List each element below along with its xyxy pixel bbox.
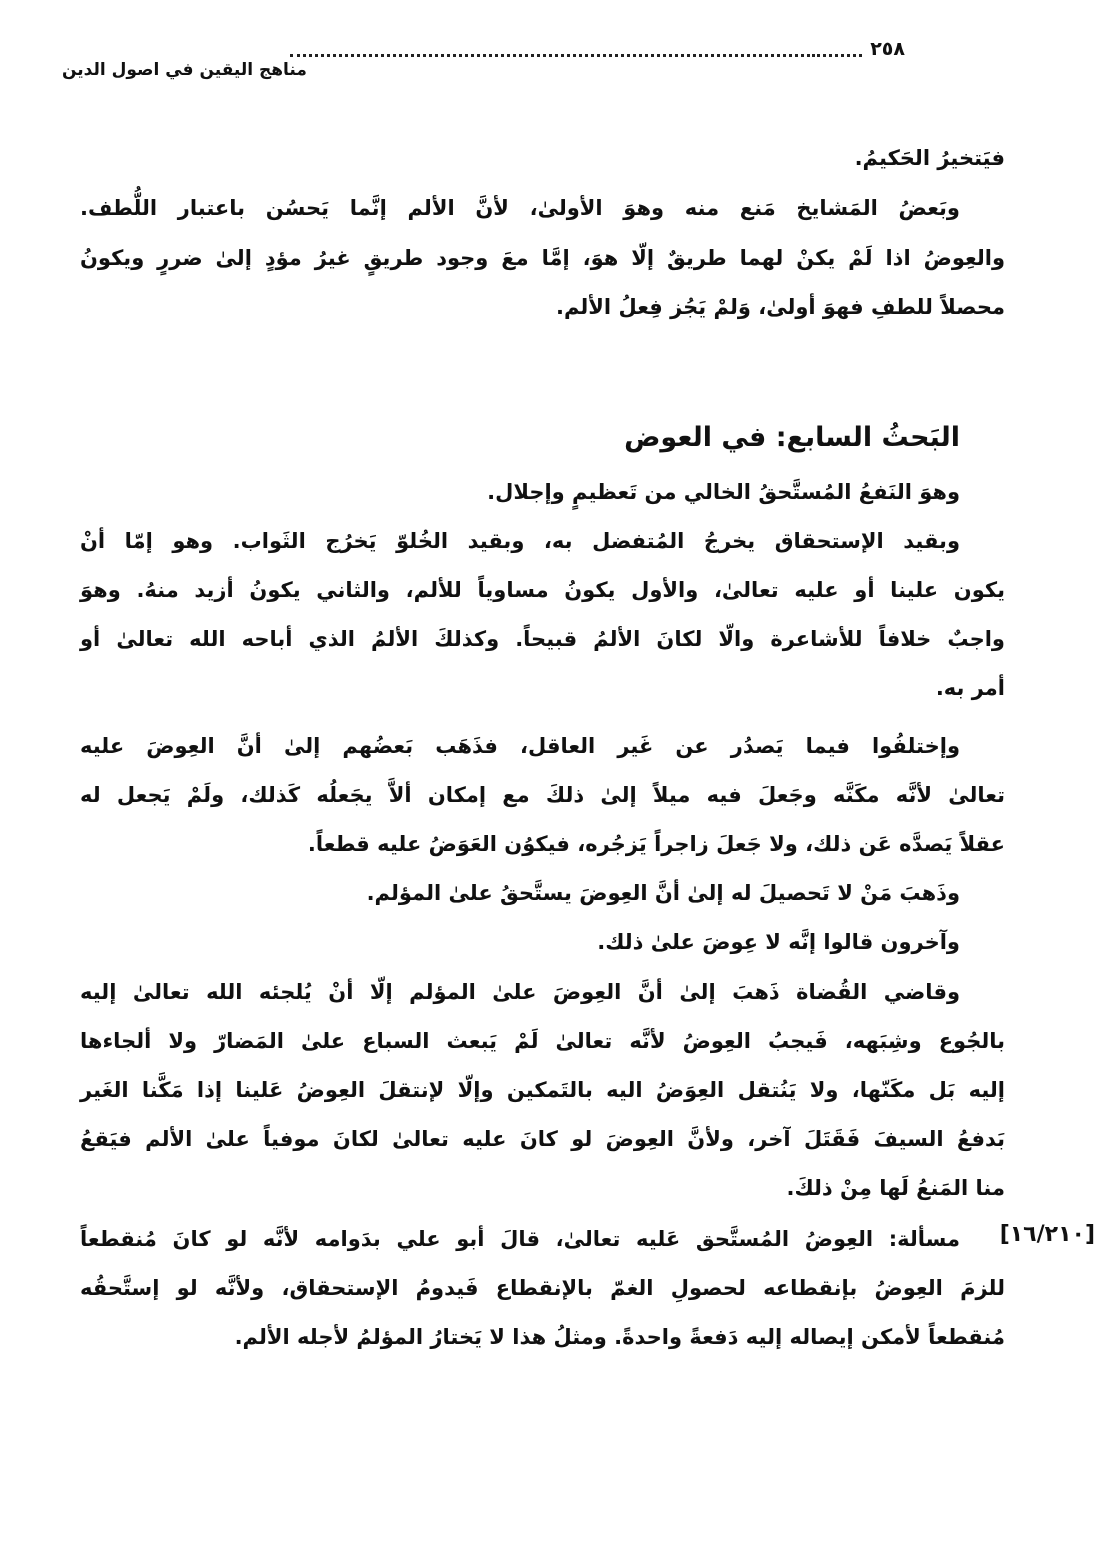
page-number: ٢٥٨: [870, 38, 905, 60]
text-line: وإختلفُوا فيما يَصدُر عن غَير العاقل، فذَهَب بَعضُهم إلىٰ أنَّ العِوضَ عليه: [80, 734, 960, 758]
section-heading: البَحثُ السابع: في العوض: [624, 422, 960, 453]
text-line: وذَهبَ مَنْ لا تَحصيلَ له إلىٰ أنَّ العِوضَ يستَّحقُ علىٰ المؤلم.: [366, 881, 960, 905]
text-line: للزمَ العِوضُ بإنقطاعه لحصولِ الغمّ بالإنقطاع فَيدومُ الإستحقاق، ولأنَّه لو إستَّحقُه: [80, 1276, 1005, 1300]
running-title: مناهج اليقين في اصول الدين: [62, 60, 307, 80]
text-line: تعالىٰ لأنَّه مكَنَّه وجَعلَ فيه ميلاً إلىٰ ذلكَ مع إمكان ألاَّ يجَعلُه كَذلك، ولَمْ يَجعل له: [80, 783, 1005, 807]
header-leader-dots: [812, 54, 862, 57]
text-line: واجبٌ خلافاً للأشاعرة والّا لكانَ الألمُ قبيحاً. وكذلكَ الألمُ الذي أباحه الله تعالىٰ أو: [80, 627, 1005, 651]
text-line: محصلاً للطفِ فهوَ أولىٰ، وَلمْ يَجُز فِعلُ الألم.: [555, 295, 1005, 319]
text-line: وبَعضُ المَشايخ مَنع منه وهوَ الأولىٰ، لأنَّ الألم إنَّما يَحسُن باعتبار اللُّطف.: [80, 196, 960, 220]
text-line: عقلاً يَصدَّه عَن ذلك، ولا جَعلَ زاجراً يَزجُره، فيكوُن العَوَضُ عليه قطعاً.: [307, 832, 1005, 856]
text-line: وبقيد الإستحقاق يخرجُ المُتفضل به، وبقيد الخُلوّ يَخرُج الثَواب. وهو إمّا أنْ: [80, 529, 960, 553]
margin-reference: [١٦/٢١٠]: [999, 1222, 1095, 1247]
text-line: أمر به.: [935, 676, 1005, 700]
header-leader-dots: [290, 54, 810, 57]
text-line: مسألة: العِوضُ المُستَّحق عَليه تعالىٰ، قالَ أبو علي بدَوامه لأنَّه لو كانَ مُنقطعاً: [80, 1227, 960, 1251]
text-line: بَدفعُ السيفَ فَقَتَلَ آخر، ولأنَّ العِوضَ لو كانَ عليه تعالىٰ لكانَ موفياً علىٰ الألم فيَقعُ: [80, 1127, 1005, 1151]
text-line: وقاضي القُضاة ذَهبَ إلىٰ أنَّ العِوضَ علىٰ المؤلم إلّا أنْ يُلجئه الله تعالىٰ إليه: [80, 980, 960, 1004]
text-line: منا المَنعُ لَها مِنْ ذلكَ.: [786, 1176, 1005, 1200]
text-line: والعِوضُ اذا لَمْ يكنْ لهما طريقٌ إلّا هوَ، إمَّا معَ وجود طريقٍ غيرُ مؤدٍ إلىٰ ضررٍ ويكونُ: [80, 246, 1005, 270]
text-line: وآخرون قالوا إنَّه لا عِوضَ علىٰ ذلك.: [597, 930, 960, 954]
text-line: إليه بَل مكَنّها، ولا يَنُتقل العِوَضُ اليه بالتَمكين وإلّا لإنتقلَ العِوضُ عَلينا إذا مَكَّنا الغَير: [80, 1078, 1005, 1102]
text-line: فيَتخيرُ الحَكيمُ.: [854, 146, 1005, 170]
text-line: وهوَ النَفعُ المُستَّحقُ الخالي من تَعظيمٍ وإجلال.: [487, 480, 960, 504]
text-line: بالجُوع وشِبَهه، فَيجبُ العِوضُ لأنَّه تعالىٰ لَمْ يَبعث السباع علىٰ المَضارّ ولا ألجاءها: [80, 1029, 1005, 1053]
text-line: يكون علينا أو عليه تعالىٰ، والأول يكونُ مساوياً للألم، والثاني يكونُ أزيد منهُ. وهوَ: [80, 578, 1005, 602]
text-line: مُنقطعاً لأمكن إيصاله إليه دَفعةً واحدةً. ومثلُ هذا لا يَختارُ المؤلمُ لأجله الألم.: [234, 1325, 1005, 1349]
